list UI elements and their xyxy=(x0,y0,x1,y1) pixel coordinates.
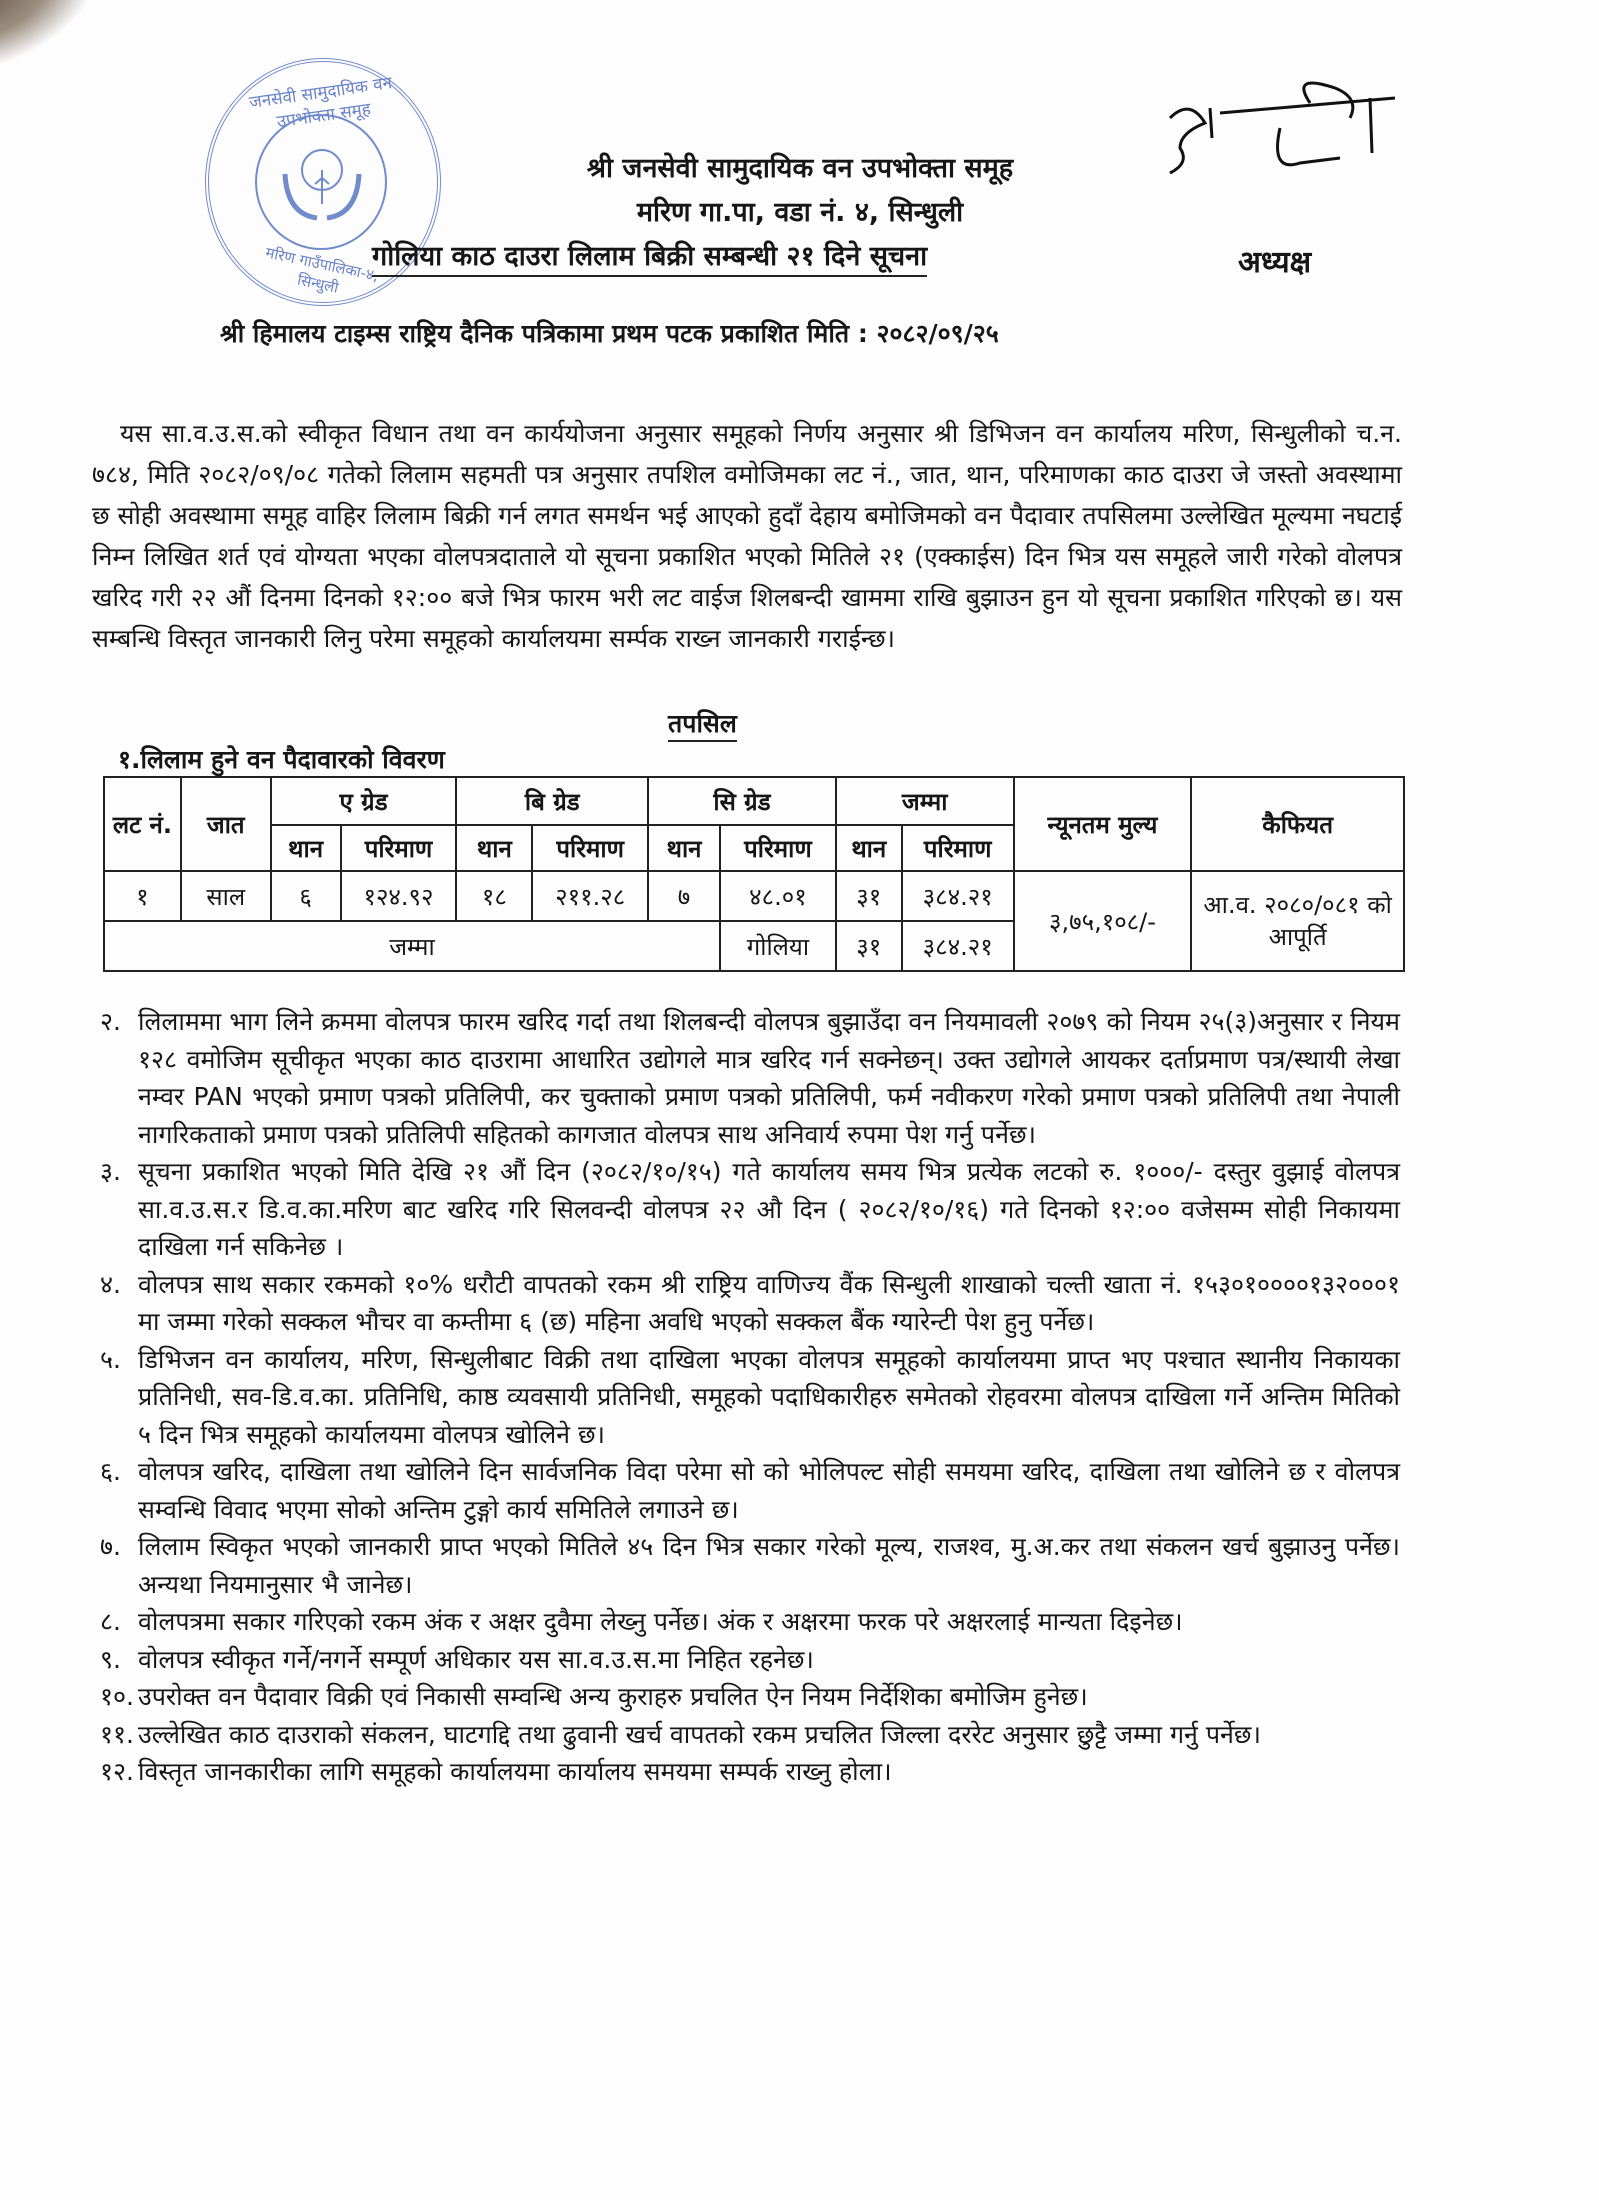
page-corner-shadow xyxy=(0,0,121,73)
signer-title: अध्यक्ष xyxy=(1238,245,1312,280)
subheader-pieces: थान xyxy=(836,825,902,871)
cell-remarks: आ.व. २०८०/०८१ को आपूर्ति xyxy=(1191,871,1404,971)
subheader-volume: परिमाण xyxy=(341,825,457,871)
item-text: सूचना प्रकाशित भएको मिति देखि २१ औं दिन (२०८२/१०/१५) गते कार्यालय समय भित्र प्रत्येक लटको रु. १०००/- दस्तुर वुझाई वोलपत्र सा.व.उ.स.र डि.व.का.मरिण बाट खरिद गरि सिलवन्दी वोलपत्र २२ औ दिन ( २०८२/१०/१६) गते दिनको १२:०० वजेसम्म सोही निकायमा दाखिला गर्न सकिनेछ । xyxy=(138,1157,1400,1261)
list-item xyxy=(100,1266,1400,1341)
header-remarks: कैफियत xyxy=(1191,777,1404,871)
item-text: उपरोक्त वन पैदावार विक्री एवं निकासी सम्वन्धि अन्य कुराहरु प्रचलित ऐन नियम निर्देशिका बमोजिम हुनेछ। xyxy=(138,1682,1088,1711)
header-lot-no: लट नं. xyxy=(104,777,181,871)
list-item xyxy=(100,1678,1400,1716)
subheader-pieces: थान xyxy=(271,825,341,871)
list-item xyxy=(100,1753,1400,1791)
header-species: जात xyxy=(181,777,271,871)
header-grade-b: बि ग्रेड xyxy=(456,777,648,825)
stamp-top-text: जनसेवी सामुदायिक वन उपभोक्ता समूह xyxy=(247,73,394,133)
cell-a-volume: १२४.९२ xyxy=(341,871,457,921)
cell-b-volume: २११.२८ xyxy=(532,871,648,921)
list-item xyxy=(100,1716,1400,1754)
list-item xyxy=(100,1641,1400,1679)
header-min-price: न्यूनतम मुल्य xyxy=(1014,777,1192,871)
item-text: वोलपत्रमा सकार गरिएको रकम अंक र अक्षर दुवैमा लेख्नु पर्नेछ। अंक र अक्षरमा फरक परे अक्षरलाई मान्यता दिइनेछ। xyxy=(138,1607,1183,1636)
total-label: जम्मा xyxy=(104,921,720,971)
subheader-volume: परिमाण xyxy=(720,825,836,871)
cell-b-pieces: १८ xyxy=(456,871,532,921)
item-text: उल्लेखित काठ दाउराको संकलन, घाटगद्दि तथा ढुवानी खर्च वापतको रकम प्रचलित जिल्ला दररेट अनुसार छुट्टै जम्मा गर्नु पर्नेछ। xyxy=(138,1719,1261,1749)
total-pieces: ३१ xyxy=(836,921,902,971)
item-number: ५. xyxy=(100,1344,121,1374)
item-number: ७. xyxy=(100,1532,121,1561)
item-number: १२. xyxy=(100,1757,134,1786)
item-number: ३. xyxy=(100,1157,121,1186)
list-item xyxy=(100,1153,1400,1266)
stamp-inner-ring xyxy=(255,114,387,250)
notice-title: गोलिया काठ दाउरा लिलाम बिक्री सम्बन्धी २१ दिने सूचना xyxy=(372,236,927,277)
subheader-volume: परिमाण xyxy=(902,825,1014,871)
item-number: ६. xyxy=(100,1457,121,1486)
cell-species: साल xyxy=(181,871,271,921)
item-number: १०. xyxy=(100,1682,134,1711)
stamp-bottom-text: मरिण गाउँपालिका-४, सिन्धुली xyxy=(263,243,381,297)
subheader-volume: परिमाण xyxy=(532,825,648,871)
item-text: वोलपत्र साथ सकार रकमको १०% धरौटी वापतको रकम श्री राष्ट्रिय वाणिज्य वैंक सिन्धुली शाखाको चल्ती खाता नं. १५३०१००००१३२०००१ मा जम्मा गरेको सक्कल भौचर वा कम्तीमा ६ (छ) महिना अवधि भएको सक्कल बैंक ग्यारेन्टी पेश हुनु पर्नेछ। xyxy=(138,1269,1400,1336)
item-number: २. xyxy=(100,1007,121,1036)
table-header-row xyxy=(104,777,1404,825)
list-item xyxy=(100,1003,1400,1153)
schedule-title: तपसिल xyxy=(668,706,737,742)
cell-c-volume: ४८.०१ xyxy=(720,871,836,921)
cell-total-pieces: ३१ xyxy=(836,871,902,921)
list-item xyxy=(100,1528,1400,1603)
item-number: ११. xyxy=(100,1719,134,1749)
cell-c-pieces: ७ xyxy=(648,871,720,921)
cell-total-volume: ३८४.२१ xyxy=(902,871,1014,921)
publication-info: श्री हिमालय टाइम्स राष्ट्रिय दैनिक पत्रिकामा प्रथम पटक प्रकाशित मिति : २०८२/०९/२५ xyxy=(220,319,999,348)
list-item xyxy=(100,1341,1400,1454)
list-item xyxy=(100,1603,1400,1641)
subheader-pieces: थान xyxy=(648,825,720,871)
tree-in-hands-icon xyxy=(277,134,367,230)
table-row xyxy=(104,871,1404,921)
header-grade-a: ए ग्रेड xyxy=(271,777,457,825)
total-type: गोलिया xyxy=(720,921,836,971)
item-text: लिलाममा भाग लिने क्रममा वोलपत्र फारम खरिद गर्दा तथा शिलबन्दी वोलपत्र बुझाउँदा वन नियमावली २०७९ को नियम २५(३)अनुसार र नियम १२८ वमोजिम सूचीकृत भएका काठ दाउरामा आधारित उद्योगले मात्र खरिद गर्न सक्नेछन्। उक्त उद्योगले आयकर दर्ताप्रमाण पत्र/स्थायी लेखा नम्वर PAN भएको प्रमाण पत्रको प्रतिलिपी, कर चुक्ताको प्रमाण पत्रको प्रतिलिपी, फर्म नवीकरण गरेको प्रमाण पत्रको प्रतिलिपी तथा नेपाली नागरिकताको प्रमाण पत्रको प्रतिलिपी सहितको कागजात वोलपत्र साथ अनिवार्य रुपमा पेश गर्नु पर्नेछ। xyxy=(138,1007,1400,1149)
header-total: जम्मा xyxy=(836,777,1014,825)
section-heading: १.लिलाम हुने वन पैदावारको विवरण xyxy=(118,745,445,774)
signature-icon xyxy=(1160,78,1420,208)
list-item xyxy=(100,1453,1400,1528)
item-number: ४. xyxy=(100,1269,121,1299)
item-text: डिभिजन वन कार्यालय, मरिण, सिन्धुलीबाट विक्री तथा दाखिला भएका वोलपत्र समूहको कार्यालयमा प्राप्त भए पश्चात स्थानीय निकायका प्रतिनिधी, सव-डि.व.का. प्रतिनिधि, काष्ठ व्यवसायी प्रतिनिधी, समूहको पदाधिकारीहरु समेतको रोहवरमा वोलपत्र दाखिला गर्ने अन्तिम मितिको ५ दिन भित्र समूहको कार्यालयमा वोलपत्र खोलिने छ। xyxy=(138,1344,1400,1449)
header-grade-c: सि ग्रेड xyxy=(648,777,836,825)
cell-a-pieces: ६ xyxy=(271,871,341,921)
total-volume: ३८४.२१ xyxy=(902,921,1014,971)
cell-lot-no: १ xyxy=(104,871,181,921)
cell-min-price: ३,७५,१०८/- xyxy=(1014,871,1192,971)
item-text: लिलाम स्विकृत भएको जानकारी प्राप्त भएको मितिले ४५ दिन भित्र सकार गरेको मूल्य, राजश्व, मु.अ.कर तथा संकलन खर्च बुझाउनु पर्नेछ। अन्यथा नियमानुसार भै जानेछ। xyxy=(138,1532,1400,1599)
organization-address: मरिण गा.पा, वडा नं. ४, सिन्धुली xyxy=(636,197,964,228)
item-number: ९. xyxy=(100,1644,121,1674)
item-text: वोलपत्र खरिद, दाखिला तथा खोलिने दिन सार्वजनिक विदा परेमा सो को भोलिपल्ट सोही समयमा खरिद, दाखिला तथा खोलिने छ र वोलपत्र सम्वन्धि विवाद भएमा सोको अन्तिम टुङ्गो कार्य समितिले लगाउने छ। xyxy=(138,1457,1400,1524)
organization-name: श्री जनसेवी सामुदायिक वन उपभोक्ता समूह xyxy=(586,153,1014,184)
item-text: वोलपत्र स्वीकृत गर्ने/नगर्ने सम्पूर्ण अधिकार यस सा.व.उ.स.मा निहित रहनेछ। xyxy=(138,1644,814,1674)
intro-paragraph: यस सा.व.उ.स.को स्वीकृत विधान तथा वन कार्ययोजना अनुसार समूहको निर्णय अनुसार श्री डिभिजन वन कार्यालय मरिण, सिन्धुलीको च.न. ७८४, मिति २०८२/०९/०८ गतेको लिलाम सहमती पत्र अनुसार तपशिल वमोजिमका लट नं., जात, थान, परिमाणका काठ दाउरा जे जस्तो अवस्थामा छ सोही अवस्थामा समूह वाहिर लिलाम बिक्री गर्न लगत समर्थन भई आएको हुदाँ देहाय बमोजिमको वन पैदावार तपसिलमा उल्लेखित मूल्यमा नघटाई निम्न लिखित शर्त एवं योग्यता भएका वोलपत्रदाताले यो सूचना प्रकाशित भएको मितिले २१ (एक्काईस) दिन भित्र यस समूहले जारी गरेको वोलपत्र खरिद गरी २२ औं दिनमा दिनको १२:०० बजे भित्र फारम भरी लट वाईज शिलबन्दी खाममा राखि बुझाउन हुन यो सूचना प्रकाशित गरिएको छ। यस सम्बन्धि विस्तृत जानकारी लिनु परेमा समूहको कार्यालयमा सर्म्पक राख्न जानकारी गराईन्छ। xyxy=(92,419,1402,653)
item-text: विस्तृत जानकारीका लागि समूहको कार्यालयमा कार्यालय समयमा सम्पर्क राख्नु होला। xyxy=(138,1757,892,1786)
conditions-list xyxy=(100,1003,1400,1791)
item-number: ८. xyxy=(100,1607,121,1636)
auction-lots-table xyxy=(103,776,1405,972)
subheader-pieces: थान xyxy=(456,825,532,871)
